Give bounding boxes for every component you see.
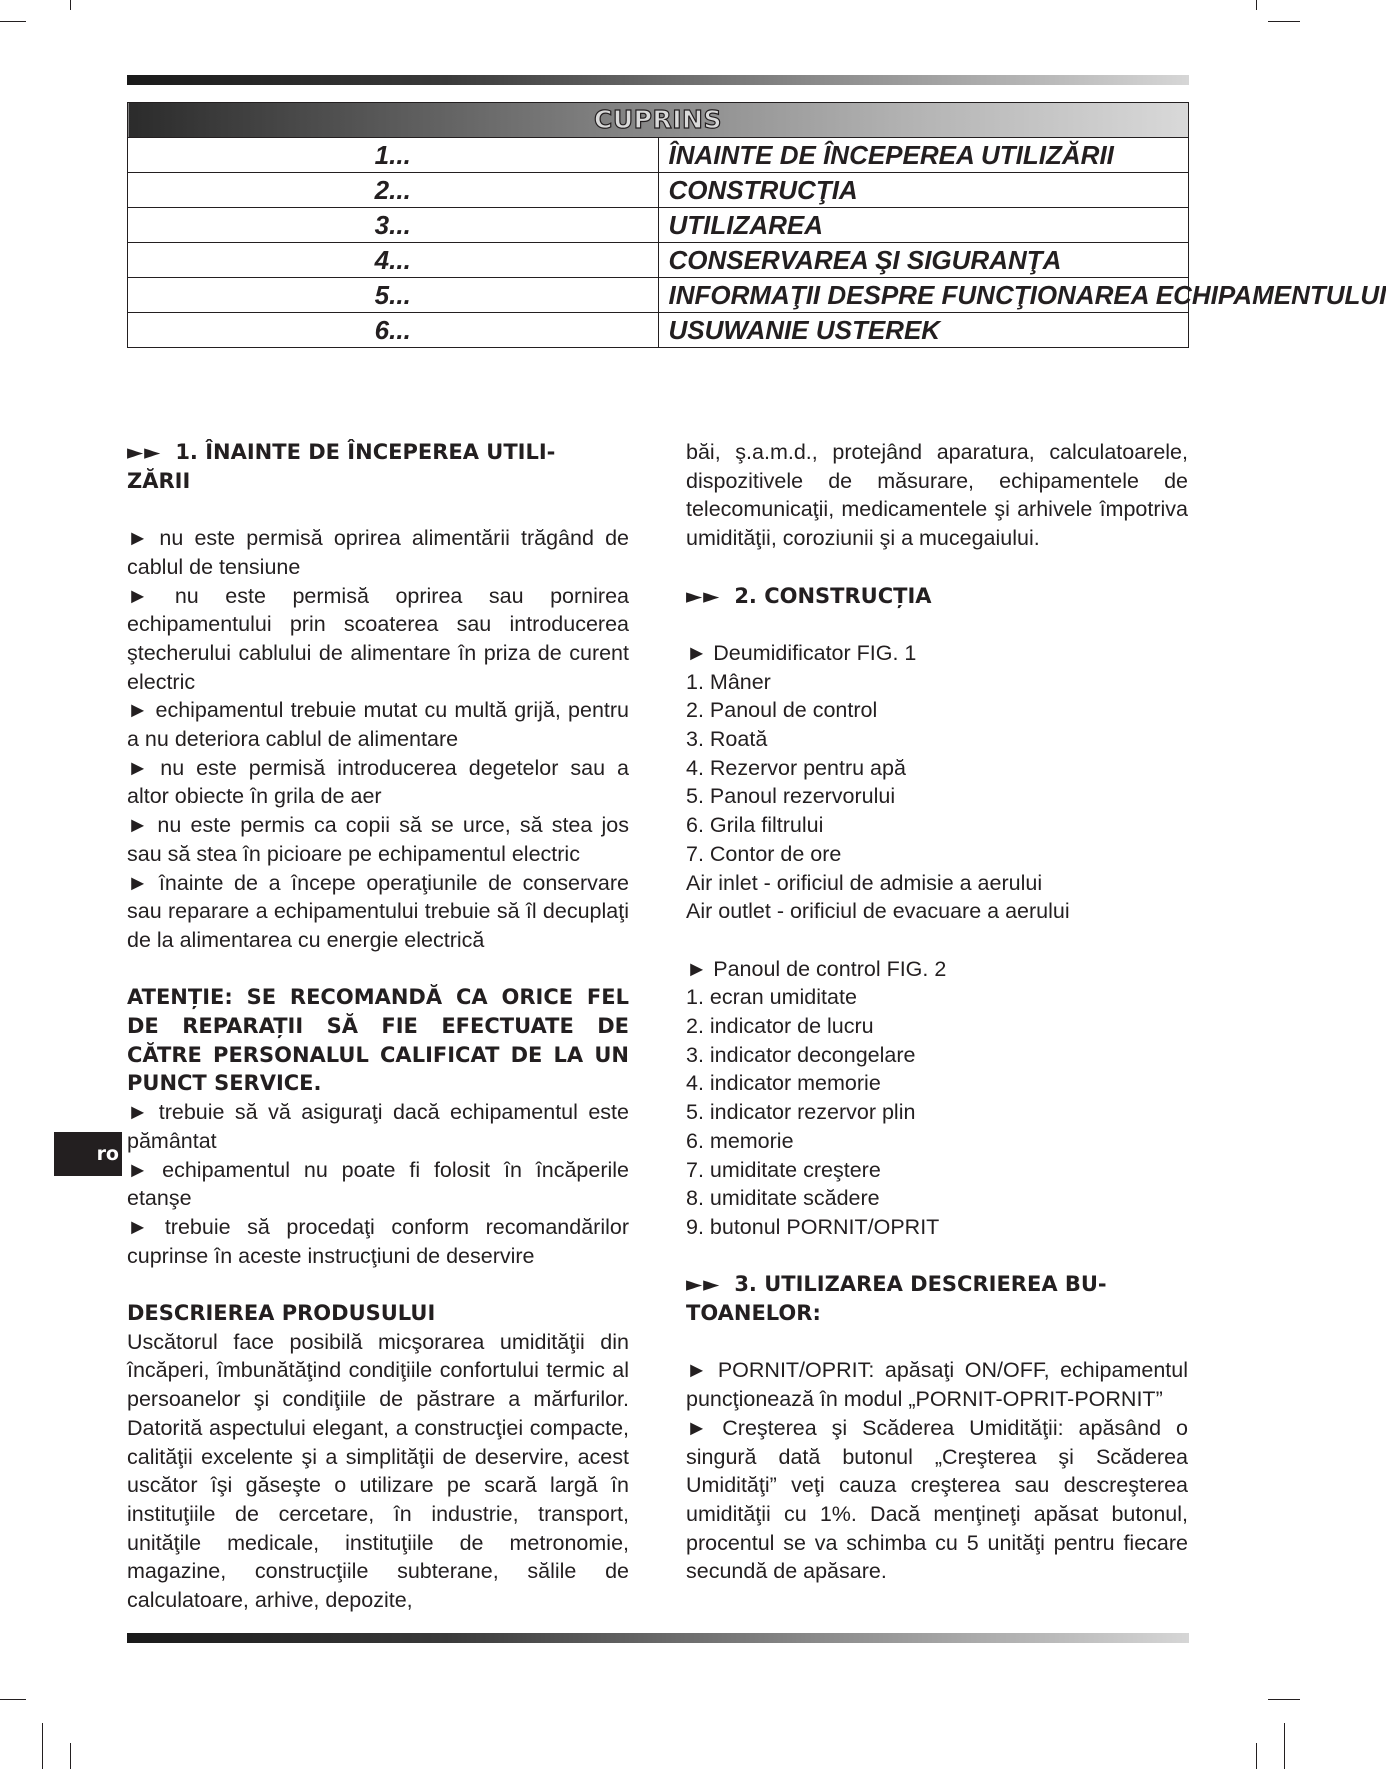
fig1-title: ► Deumidificator FIG. 1	[686, 640, 917, 665]
section-3-title-part1: 3. UTILIZAREA DESCRIEREA BU-	[734, 1272, 1107, 1297]
section-1-title-part2: ZĂRII	[127, 468, 191, 493]
bullet-item: ► nu este permisă oprirea sau pornirea echipamentului prin scoaterea sau introducerea ştecherului cablului de alimentare în priza de curent electric	[127, 583, 629, 694]
list-item: Air inlet - orificiul de admisie a aerului	[686, 870, 1043, 895]
crop-mark	[0, 1699, 26, 1700]
toc-number: 1...	[128, 138, 659, 173]
language-tab: ro	[54, 1132, 122, 1176]
crop-mark	[70, 0, 71, 10]
toc-row	[128, 313, 1189, 348]
toc-number: 2...	[128, 173, 659, 208]
double-arrow-icon: ►►	[686, 583, 721, 608]
crop-mark	[0, 21, 26, 22]
toc-row	[128, 173, 1189, 208]
section-3-heading	[686, 1270, 1188, 1299]
bullet-item: ► înainte de a începe operaţiunile de conservare sau reparare a echipamentului trebuie să îl decuplaţi de la alimentarea cu energie electrică	[127, 870, 629, 952]
list-item: 9. butonul PORNIT/OPRIT	[686, 1214, 940, 1239]
product-description: Uscătorul face posibilă micşorarea umidităţii din încăperi, îmbunătăţind condiţiile confortului termic al persoanelor şi condiţiile de păstrare a mărfurilor. Datorită aspectului elegant, a construcţiei compacte, calităţii excelente şi a simplităţii de deservire, acest uscător îşi găseşte o utilizare pe scară largă în instituţiile de cercetare, în industrie, transport, unităţile medicale, instituţiile de metronomie, magazine, construcţiile subterane, sălile de calculatoare, arhive, depozite,	[127, 1329, 629, 1613]
table-of-contents	[127, 102, 1386, 348]
section-2-title: 2. CONSTRUCȚIA	[734, 583, 932, 608]
usage-item: ► PORNIT/OPRIT: apăsaţi ON/OFF, echipamentul puncţionează în modul „PORNIT-OPRIT-PORNIT”	[686, 1358, 1188, 1412]
list-item: 5. indicator rezervor plin	[686, 1100, 916, 1125]
bullet-item: ► nu este permisă oprirea alimentării trăgând de cablul de tensiune	[127, 526, 629, 579]
toc-number: 4...	[128, 243, 659, 278]
list-item: 3. indicator decongelare	[686, 1042, 916, 1067]
toc-row	[128, 278, 1189, 313]
bullet-item: ► nu este permis ca copii să se urce, să stea jos sau să stea în picioare pe echipamentul electric	[127, 813, 629, 866]
list-item: 3. Roată	[686, 727, 768, 751]
toc-number: 3...	[128, 208, 659, 243]
list-item: 6. Grila filtrului	[686, 813, 824, 838]
crop-mark	[42, 1723, 43, 1769]
list-item: 1. Mâner	[686, 669, 771, 694]
bullet-item: ► echipamentul nu poate fi folosit în încăperile etanşe	[127, 1157, 629, 1211]
crop-mark	[1284, 1723, 1285, 1769]
list-item: Air outlet - orificiul de evacuare a aerului	[686, 899, 1070, 924]
list-item: 7. umiditate creştere	[686, 1157, 881, 1182]
crop-mark	[1268, 21, 1300, 22]
list-item: 2. Panoul de control	[686, 698, 878, 723]
list-item: 2. indicator de lucru	[686, 1014, 874, 1039]
warning-text: ATENȚIE: SE RECOMANDĂ CA ORICE FEL DE REPARAȚII SĂ FIE EFECTUATE DE CĂTRE PERSONALUL CALIFICAT DE LA UN PUNCT SERVICE.	[127, 985, 629, 1096]
right-column	[686, 438, 1188, 1586]
list-item: 1. ecran umiditate	[686, 985, 857, 1010]
toc-row	[128, 243, 1189, 278]
toc-label: INFORMAŢII DESPRE FUNCŢIONAREA ECHIPAMENTULUI	[658, 278, 1189, 313]
section-3-title-part2: TOANELOR:	[686, 1301, 821, 1326]
toc-number: 6...	[128, 313, 659, 348]
toc-label: USUWANIE USTEREK	[658, 313, 1189, 348]
toc-row	[128, 208, 1189, 243]
toc-label: ÎNAINTE DE ÎNCEPEREA UTILIZĂRII	[658, 138, 1189, 173]
section-1-heading	[127, 438, 629, 467]
list-item: 7. Contor de ore	[686, 841, 842, 866]
toc-row	[128, 138, 1189, 173]
toc-label: CONSERVAREA ŞI SIGURANŢA	[658, 243, 1189, 278]
fig2-title: ► Panoul de control FIG. 2	[686, 956, 947, 981]
product-heading: DESCRIEREA PRODUSULUI	[127, 1301, 436, 1326]
crop-mark	[70, 1743, 71, 1769]
double-arrow-icon: ►►	[686, 1272, 721, 1297]
crop-mark	[1256, 0, 1257, 10]
double-arrow-icon: ►►	[127, 440, 162, 464]
bottom-gradient-bar	[127, 1633, 1189, 1643]
bullet-item: ► echipamentul trebuie mutat cu multă grijă, pentru a nu deteriora cablul de alimentare	[127, 698, 629, 752]
toc-label: CONSTRUCŢIA	[658, 173, 1189, 208]
bullet-item: ► nu este permisă introducerea degetelor sau a altor obiecte în grila de aer	[127, 755, 629, 809]
toc-number: 5...	[128, 278, 659, 313]
bullet-item: ► trebuie să procedaţi conform recomandărilor cuprinse în aceste instrucţiuni de deservire	[127, 1214, 629, 1268]
list-item: 6. memorie	[686, 1128, 794, 1153]
list-item: 4. indicator memorie	[686, 1071, 881, 1096]
toc-label: UTILIZAREA	[658, 208, 1189, 243]
usage-item: ► Creşterea şi Scăderea Umidităţii: apăsând o singură dată butonul „Creşterea şi Scăderea Umidităţi” veţi cauza creşterea sau descreşterea umidităţii cu 1%. Dacă menţineţi apăsat butonul, procentul se va schimba cu 5 unităţi pentru fiecare secundă de apăsare.	[686, 1415, 1188, 1584]
section-2-heading	[686, 582, 1188, 611]
list-item: 5. Panoul rezervorului	[686, 784, 896, 809]
section-1-title-part1: 1. ÎNAINTE DE ÎNCEPEREA UTILI-	[175, 440, 556, 464]
toc-title: CUPRINS	[128, 103, 1189, 138]
bullet-item: ► trebuie să vă asiguraţi dacă echipamentul este pământat	[127, 1100, 629, 1153]
left-column	[127, 438, 629, 1615]
list-item: 4. Rezervor pentru apă	[686, 755, 906, 780]
crop-mark	[1256, 1743, 1257, 1769]
continuation-text: băi, ş.a.m.d., protejând aparatura, calculatoarele, dispozitivele de măsurare, echipamentele de telecomunicaţii, medicamentele şi arhivele împotriva umidităţii, coroziunii şi a mucegaiului.	[686, 440, 1188, 551]
top-gradient-bar	[127, 75, 1189, 85]
list-item: 8. umiditate scădere	[686, 1186, 880, 1211]
crop-mark	[1268, 1699, 1300, 1700]
